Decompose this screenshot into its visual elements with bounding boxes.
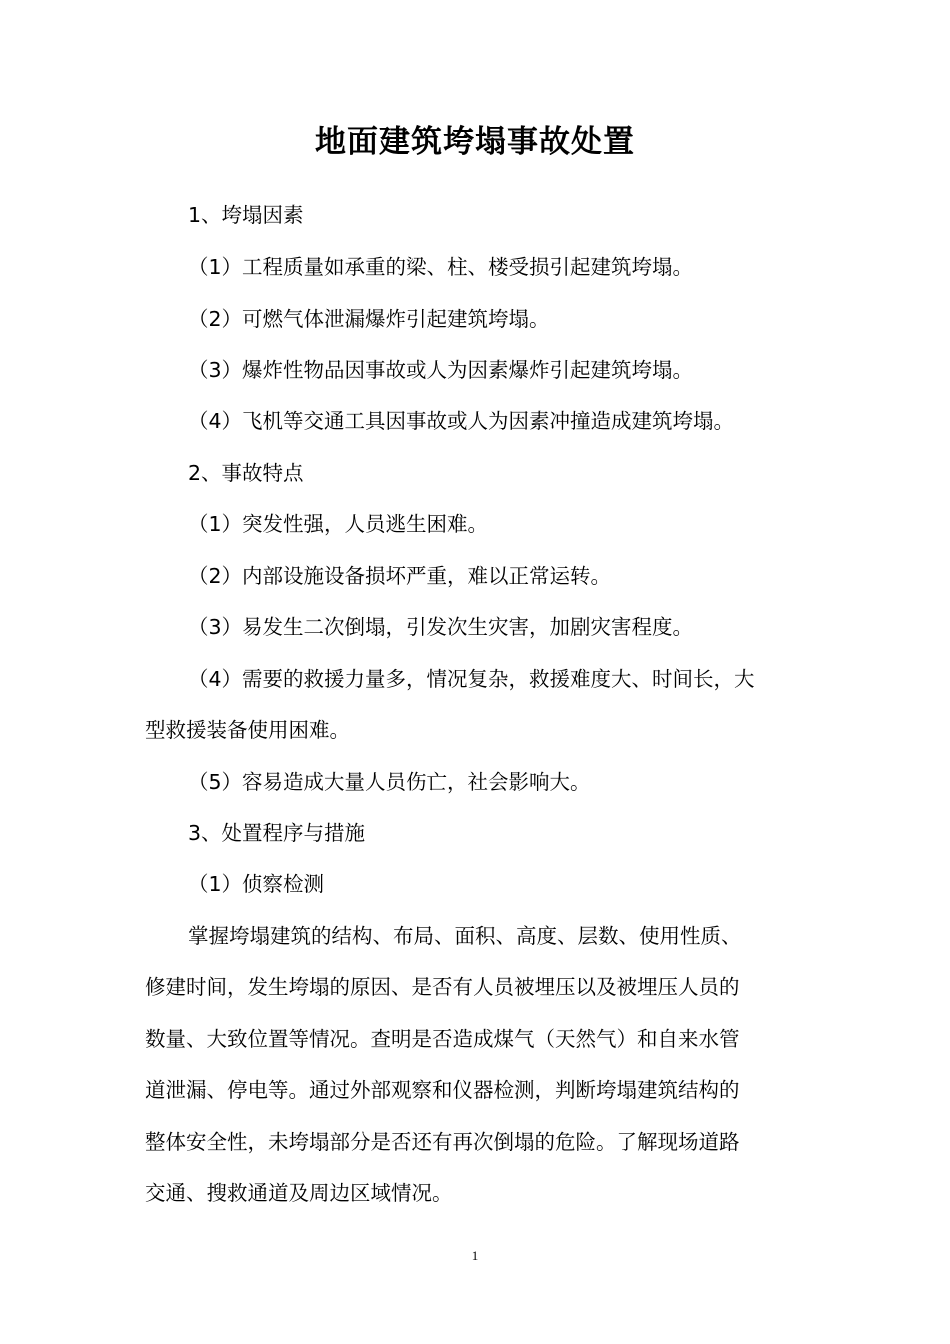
list-item: （3）爆炸性物品因事故或人为因素爆炸引起建筑垮塌。 xyxy=(188,358,694,382)
paragraph-line: 修建时间，发生垮塌的原因、是否有人员被埋压以及被埋压人员的 xyxy=(145,975,740,999)
list-item: （5）容易造成大量人员伤亡，社会影响大。 xyxy=(188,770,591,794)
list-item: （4）飞机等交通工具因事故或人为因素冲撞造成建筑垮塌。 xyxy=(188,409,735,433)
list-item: （1）工程质量如承重的梁、柱、楼受损引起建筑垮塌。 xyxy=(188,255,694,279)
paragraph-line: 数量、大致位置等情况。查明是否造成煤气（天然气）和自来水管 xyxy=(145,1027,740,1051)
paragraph-line: 交通、搜救通道及周边区域情况。 xyxy=(145,1181,453,1205)
subsection-heading: （1）侦察检测 xyxy=(188,872,325,896)
list-item: （2）可燃气体泄漏爆炸引起建筑垮塌。 xyxy=(188,307,550,331)
list-item: （4）需要的救援力量多，情况复杂，救援难度大、时间长，大 xyxy=(188,667,755,691)
paragraph-line: 掌握垮塌建筑的结构、布局、面积、高度、层数、使用性质、 xyxy=(188,924,742,948)
section-heading: 2、事故特点 xyxy=(188,461,304,485)
document-title: 地面建筑垮塌事故处置 xyxy=(315,124,635,160)
list-item: （3）易发生二次倒塌，引发次生灾害，加剧灾害程度。 xyxy=(188,615,694,639)
list-item: （1）突发性强，人员逃生困难。 xyxy=(188,512,489,536)
list-item: （2）内部设施设备损坏严重，难以正常运转。 xyxy=(188,564,612,588)
list-item-continuation: 型救援装备使用困难。 xyxy=(145,718,350,742)
page-number: 1 xyxy=(471,1248,479,1263)
paragraph-line: 道泄漏、停电等。通过外部观察和仪器检测，判断垮塌建筑结构的 xyxy=(145,1078,740,1102)
section-heading: 3、处置程序与措施 xyxy=(188,821,366,845)
paragraph-line: 整体安全性，未垮塌部分是否还有再次倒塌的危险。了解现场道路 xyxy=(145,1130,740,1154)
section-heading: 1、垮塌因素 xyxy=(188,203,304,227)
